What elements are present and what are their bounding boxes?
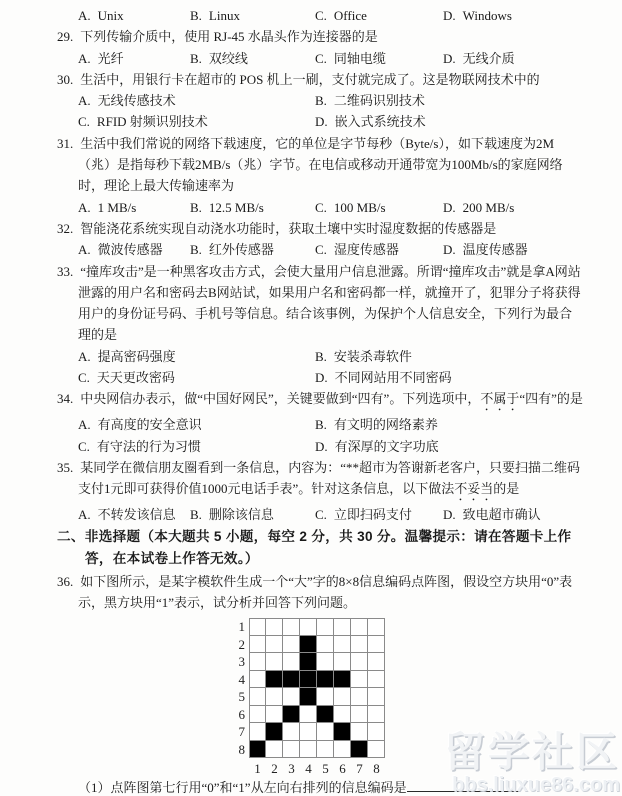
option-letter: D. (443, 8, 456, 23)
matrix-row-label: 5 (238, 689, 245, 705)
matrix-cell-filled (266, 723, 283, 741)
question-number: 29. (57, 29, 74, 45)
matrix-cell-empty (351, 636, 368, 654)
matrix-cell-filled (300, 653, 317, 671)
question-number: 35. (57, 459, 74, 475)
matrix-cell-empty (300, 741, 317, 759)
matrix-cell-empty (334, 618, 351, 636)
option-letter: C. (315, 242, 327, 258)
option-text: 有高度的安全意识 (97, 417, 202, 433)
matrix-cell-empty (249, 618, 266, 636)
stem-text: “撞库攻击”是一种黑客攻击方式，会使大量用户信息泄露。所谓“撞库攻击”就是拿A网站泄露的用户名和密码去B网站试，如果用户名和密码都一样，就撞开了，犯罪分子将获得用户的身份证号码、手机号等信息。结合该事例，为保护个人信息安全，下列行为最合理的是 (78, 263, 581, 343)
question-stem (57, 571, 584, 614)
option-text: 立即扫码支付 (333, 507, 412, 523)
option-b (190, 48, 315, 69)
matrix-cell-empty (351, 618, 368, 636)
stem-text: 生活中我们常说的网络下载速度，它的单位是字节每秒（Byte/s），如下载速度为2M（兆）是指每秒下载2MB/s（兆）字节。在电信或移动开通带宽为100Mb/s的家庭网络时，理论上最大传输速率为 (78, 135, 563, 194)
option-d (315, 111, 584, 132)
option-letter: C. (78, 114, 90, 130)
stem-text: 某同学在微信朋友圈看到一条信息，内容为：“**超市为答谢新老客户，只要扫描二维码支付1元即可获得价值1000元电话手表”。针对这条信息，以下做法不妥当的是 (78, 459, 581, 497)
matrix-cell-empty (368, 706, 385, 724)
matrix-cell-empty (283, 636, 300, 654)
option-letter: B. (190, 8, 202, 23)
matrix-cell-empty (351, 688, 368, 706)
answer-blank (407, 779, 519, 792)
option-b (190, 197, 315, 218)
matrix-cell-filled (300, 671, 317, 689)
option-text: Unix (97, 8, 124, 23)
question-28 (57, 5, 584, 26)
matrix-cell-filled (300, 636, 317, 654)
option-letter: C. (315, 50, 327, 66)
options-row (78, 346, 584, 367)
option-a (78, 504, 190, 525)
matrix-cell-empty (266, 653, 283, 671)
option-d (315, 367, 584, 388)
options-row (78, 48, 584, 69)
matrix-cell-filled (334, 671, 351, 689)
option-text: 天天更改密码 (96, 370, 175, 386)
matrix-cell-empty (368, 653, 385, 671)
option-letter: D. (315, 114, 328, 130)
option-letter: A. (78, 199, 91, 215)
matrix-cell-empty (351, 671, 368, 689)
options-row (78, 90, 584, 111)
option-text: 1 MB/s (97, 199, 137, 215)
option-text: 100 MB/s (333, 199, 386, 215)
option-c (315, 504, 443, 525)
question-stem (57, 261, 584, 346)
sub-question-1 (57, 777, 584, 796)
question-31 (57, 133, 584, 218)
question-number: 33. (57, 263, 74, 279)
option-b (315, 346, 584, 367)
matrix-col-label: 6 (339, 761, 346, 777)
matrix-cell-empty (249, 706, 266, 724)
matrix-cell-empty (300, 706, 317, 724)
option-b (190, 504, 315, 525)
matrix-cell-empty (368, 723, 385, 741)
matrix-cell-empty (368, 618, 385, 636)
option-text: 有文明的网络素养 (333, 417, 438, 433)
matrix-cell-filled (317, 706, 334, 724)
option-letter: C. (315, 199, 327, 215)
matrix-row-label: 6 (238, 706, 245, 722)
option-text: 嵌入式系统技术 (334, 114, 426, 130)
matrix-cell-empty (283, 618, 300, 636)
matrix-cell-filled (351, 741, 368, 759)
matrix-cell-empty (317, 618, 334, 636)
option-text: 同轴电缆 (333, 50, 386, 66)
question-number: 31. (57, 135, 74, 151)
matrix-col-label: 2 (271, 761, 278, 777)
option-letter: B. (190, 199, 202, 215)
question-number: 30. (57, 71, 74, 87)
option-text: 有深厚的文字功底 (334, 438, 439, 454)
question-29 (57, 26, 584, 69)
matrix-cell-empty (317, 723, 334, 741)
option-a (78, 48, 190, 69)
options-row (78, 367, 584, 388)
option-text: 200 MB/s (462, 199, 515, 215)
options-row (78, 504, 584, 525)
question-stem (57, 26, 584, 47)
question-33 (57, 261, 584, 389)
matrix-cell-empty (317, 653, 334, 671)
option-text: 二维码识别技术 (333, 93, 425, 109)
option-letter: D. (443, 242, 456, 258)
matrix-col-label: 3 (288, 761, 295, 777)
section-2-header (57, 526, 584, 571)
option-text: 温度传感器 (462, 242, 528, 258)
stem-text: 智能浇花系统实现自动浇水功能时，获取土壤中实时湿度数据的传感器是 (80, 220, 497, 236)
option-letter: A. (78, 348, 91, 364)
option-text: 12.5 MB/s (208, 199, 264, 215)
option-a (78, 414, 315, 435)
matrix-cell-empty (266, 741, 283, 759)
option-c (315, 197, 443, 218)
section-text: 非选择题（本大题共 5 小题，每空 2 分，共 30 分。温馨提示：请在答题卡上作答，在本试卷上作答无效。） (84, 528, 572, 567)
watermark-url: bbs.liuxue86.com (452, 774, 620, 796)
dot-matrix-figure (229, 616, 584, 776)
option-a (78, 346, 315, 367)
matrix-cell-empty (317, 741, 334, 759)
matrix-cell-empty (334, 688, 351, 706)
matrix-cell-empty (266, 636, 283, 654)
option-letter: C. (315, 8, 327, 23)
matrix-cell-empty (351, 706, 368, 724)
matrix-cell-empty (334, 741, 351, 759)
matrix-cell-empty (249, 723, 266, 741)
sub-question-text: （1）点阵图第七行用“0”和“1”从左向右排列的信息编码是 (78, 779, 407, 795)
question-36 (57, 571, 584, 614)
matrix-cell-empty (334, 653, 351, 671)
matrix-cell-empty (283, 741, 300, 759)
option-b (315, 414, 584, 435)
option-text: 湿度传感器 (333, 242, 399, 258)
stem-text: 中央网信办表示，做“中国好网民”，关键要做到“四有”。下列选项中，不属于“四有”的是 (80, 391, 583, 407)
matrix-cell-empty (300, 723, 317, 741)
matrix-cell-empty (249, 653, 266, 671)
matrix-cell-filled (283, 671, 300, 689)
matrix-col-label: 1 (254, 761, 261, 777)
option-letter: C. (78, 438, 90, 454)
option-letter: B. (315, 93, 327, 109)
option-a (78, 197, 190, 218)
matrix-col-label: 5 (322, 761, 329, 777)
option-letter: D. (315, 438, 328, 454)
option-text: Windows (462, 8, 512, 23)
emphasized-text: 不妥当 (454, 481, 494, 497)
matrix-row-label: 7 (238, 724, 245, 740)
options-row (78, 239, 584, 260)
options-row (78, 436, 584, 457)
question-number: 32. (57, 220, 74, 236)
question-number: 34. (57, 391, 74, 407)
option-d (443, 504, 584, 525)
matrix-cell-empty (249, 671, 266, 689)
option-text: 光纤 (97, 50, 124, 66)
question-number: 36. (57, 573, 74, 589)
option-letter: B. (190, 242, 202, 258)
matrix-col-label: 7 (356, 761, 363, 777)
dot-matrix (229, 618, 385, 776)
stem-text: 如下图所示，是某字模软件生成一个“大”字的8×8信息编码点阵图，假设空方块用“0”表示，黑方块用“1”表示，试分析并回答下列问题。 (78, 573, 573, 610)
option-text: 红外传感器 (208, 242, 274, 258)
emphasized-text: 不属于 (480, 391, 520, 407)
option-letter: B. (190, 507, 202, 523)
matrix-col-label: 8 (373, 761, 380, 777)
matrix-cell-filled (317, 671, 334, 689)
option-letter: D. (443, 50, 456, 66)
matrix-cell-empty (334, 706, 351, 724)
option-letter: A. (78, 8, 91, 23)
matrix-cell-filled (249, 741, 266, 759)
option-c (315, 239, 443, 260)
question-stem (57, 133, 584, 197)
matrix-cell-filled (300, 688, 317, 706)
option-letter: C. (78, 370, 90, 386)
matrix-cell-empty (266, 706, 283, 724)
option-d (443, 239, 584, 260)
option-letter: A. (78, 417, 91, 433)
section-label: 二、 (57, 528, 85, 544)
option-text: 无线介质 (462, 50, 515, 66)
option-letter: A. (78, 242, 91, 258)
matrix-cell-empty (368, 671, 385, 689)
matrix-cell-empty (266, 688, 283, 706)
options-row (78, 197, 584, 218)
option-letter: A. (78, 93, 91, 109)
matrix-cell-empty (334, 636, 351, 654)
matrix-row-label: 1 (238, 619, 245, 635)
matrix-cell-empty (317, 688, 334, 706)
question-stem (57, 218, 584, 239)
options-row (78, 414, 584, 435)
matrix-cell-empty (283, 653, 300, 671)
matrix-row-label: 3 (238, 654, 245, 670)
option-letter: D. (443, 199, 456, 215)
matrix-cell-empty (368, 636, 385, 654)
option-a (78, 5, 190, 26)
matrix-cell-empty (249, 688, 266, 706)
matrix-cell-empty (266, 618, 283, 636)
option-d (443, 5, 584, 26)
option-a (78, 239, 190, 260)
question-stem (57, 69, 584, 90)
matrix-row-label: 8 (238, 741, 245, 757)
option-text: 不同网站用不同密码 (334, 370, 452, 386)
watermark-title: 留学社区 (444, 729, 620, 775)
matrix-cell-empty (351, 653, 368, 671)
matrix-cell-empty (249, 636, 266, 654)
option-letter: B. (315, 417, 327, 433)
matrix-cell-empty (283, 723, 300, 741)
option-text: 安装杀毒软件 (333, 348, 412, 364)
option-text: 无线传感技术 (97, 93, 176, 109)
option-c (78, 367, 315, 388)
question-stem (57, 457, 584, 504)
option-text: RFID 射频识别技术 (96, 114, 208, 130)
matrix-cell-empty (368, 741, 385, 759)
matrix-cell-empty (317, 636, 334, 654)
option-d (315, 436, 584, 457)
matrix-row-label: 4 (238, 671, 245, 687)
option-text: 提高密码强度 (97, 348, 176, 364)
matrix-row-label: 2 (238, 636, 245, 652)
option-text: 微波传感器 (97, 242, 163, 258)
exam-content (57, 5, 584, 796)
matrix-corner (229, 758, 249, 776)
option-letter: A. (78, 507, 91, 523)
matrix-col-label: 4 (305, 761, 312, 777)
matrix-cell-empty (368, 688, 385, 706)
option-d (443, 197, 584, 218)
option-text: 致电超市确认 (462, 507, 541, 523)
matrix-cell-filled (283, 706, 300, 724)
option-letter: D. (443, 507, 456, 523)
option-letter: A. (78, 50, 91, 66)
matrix-cell-filled (334, 723, 351, 741)
stem-text: 生活中，用银行卡在超市的 POS 机上一刷，支付就完成了。这是物联网技术中的 (80, 71, 540, 87)
matrix-cell-empty (283, 688, 300, 706)
question-32 (57, 218, 584, 261)
option-letter: B. (190, 50, 202, 66)
option-b (315, 90, 584, 111)
option-c (78, 436, 315, 457)
question-stem (57, 388, 584, 414)
option-text: 不转发该信息 (97, 507, 176, 523)
option-a (78, 90, 315, 111)
option-d (443, 48, 584, 69)
option-text: 双绞线 (208, 50, 248, 66)
matrix-cell-filled (266, 671, 283, 689)
option-text: Linux (208, 8, 240, 23)
option-letter: B. (315, 348, 327, 364)
question-30 (57, 69, 584, 133)
option-c (315, 48, 443, 69)
options-row (78, 111, 584, 132)
option-b (190, 5, 315, 26)
matrix-cell-empty (351, 723, 368, 741)
option-c (78, 111, 315, 132)
option-c (315, 5, 443, 26)
option-letter: D. (315, 370, 328, 386)
option-text: 删除该信息 (208, 507, 274, 523)
question-34 (57, 388, 584, 457)
option-letter: C. (315, 507, 327, 523)
option-text: 有守法的行为习惯 (96, 438, 201, 454)
options-row (78, 5, 584, 26)
matrix-cell-empty (300, 618, 317, 636)
option-b (190, 239, 315, 260)
stem-text: 下列传输介质中，使用 RJ-45 水晶头作为连接器的是 (80, 29, 378, 45)
question-35 (57, 457, 584, 526)
option-text: Office (333, 8, 367, 23)
